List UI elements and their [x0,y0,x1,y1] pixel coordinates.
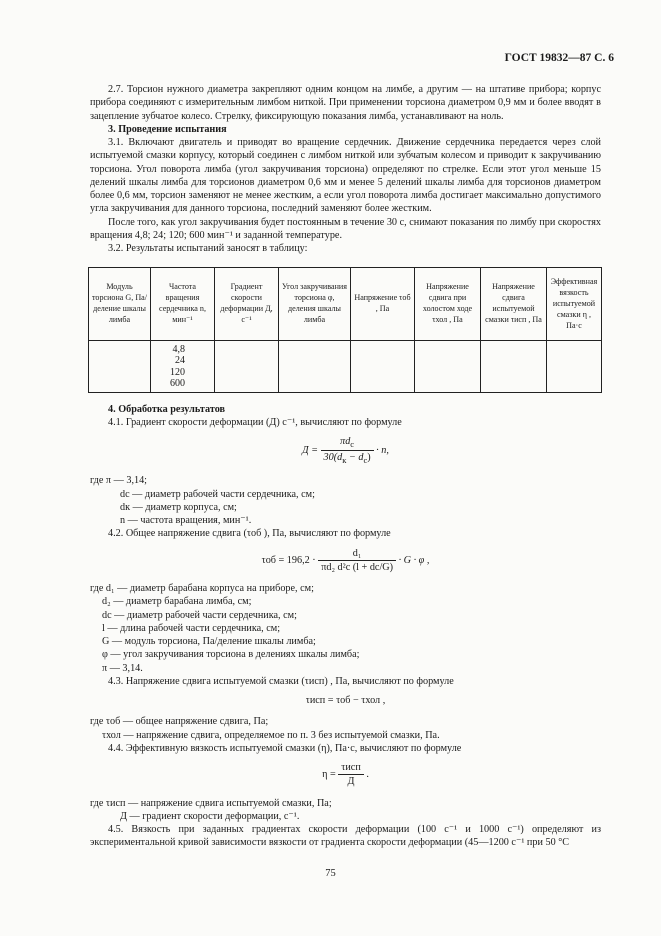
where-line: n — частота вращения, мин⁻¹. [120,515,252,527]
formula-tail: . [366,769,369,781]
fraction-denominator: Д [347,776,355,788]
table-header-cell: Напряжение сдвига при холостом ходе τхол , Па [415,268,481,341]
formula-tail: · G · φ , [398,554,430,566]
table-header-cell: Эффективная вязкость испытуемой смазки η , Па·с [547,268,602,341]
table-header-cell: Градиент скорости деформации Д, с⁻¹ [215,268,279,341]
table-header-cell: Напряжение τоб , Па [351,268,415,341]
where-line: G — модуль торсиона, Па/деление шкалы лимба; [102,636,316,648]
where-line: где π — 3,14; [90,475,148,487]
formula-tail: · n, [376,445,389,457]
where-line: где τисп — напряжение сдвига испытуемой смазки, Па; [90,797,332,809]
where-line: d₂ — диаметр барабана лимба, см; [102,596,252,608]
page-header: ГОСТ 19832—87 С. 6 [504,52,614,64]
fraction-denominator: πd₂ d²с (l + dс/G) [321,561,394,573]
table-header-cell: Модуль торсиона G, Па/деление шкалы лимба [89,268,151,341]
paragraph-3-2: 3.2. Результаты испытаний заносят в таблицу: [108,243,308,254]
page-number: 75 [325,868,336,879]
fraction [318,547,396,575]
table-row [89,341,602,392]
paragraph-2-7: 2.7. Торсион нужного диаметра закрепляют одним концом на лимбе, а другим — на штативе прибора; корпус прибора соединяют с измерительным лимбом ниткой. При применении торсиона диаметром 0,9 мм и более вводят в зацепление зубчатое колесо. Стрелку, фиксирующую показания лимба, устанавливают на ноль. [90,84,601,122]
paragraph-3-1: 3.1. Включают двигатель и приводят во вращение сердечник. Движение сердечника передается через слой испытуемой смазки корпусу, который соединен с лимбом ниткой или зубчатым колесом и приводит к закручиванию торсиона. Угол поворота лимба (угол закручивания торсиона) определяют по стрелке. Если этот угол меньше 15 делений шкалы лимба для торсионов диаметром 0,6 мм и менее 5 делений шкалы лимба для торсионов диаметром более 0,6 мм, торсион заменяют не менее жестким, а если угол поворота лимба достигает максимально допустимого угла закручивания для данного торсиона, последний заменяют более жестким. [90,137,601,215]
table-cell [215,341,279,392]
fraction [321,435,374,466]
fraction-numerator: τисп [338,761,364,775]
where-line: dк — диаметр корпуса, см; [120,501,237,513]
where-line: где d₁ — диаметр барабана корпуса на приборе, см; [90,583,314,595]
table-cell [547,341,602,392]
where-line: τхол — напряжение сдвига, определяемое по п. 3 без испытуемой смазки, Па. [102,729,440,741]
where-line: Д — градиент скорости деформации, с⁻¹. [120,810,300,822]
page-content [90,83,601,850]
paragraph-4-1: 4.1. Градиент скорости деформации (Д) с⁻¹, вычисляют по формуле [108,416,402,428]
den-sub: к [342,455,347,466]
table-cell [89,341,151,392]
where-line: dс — диаметр рабочей части сердечника, см; [102,609,297,621]
formula-test-stress: τисп = τоб − τхол , [305,695,386,707]
table-cell [481,341,547,392]
paragraph-3-1b: После того, как угол закручивания будет постоянным в течение 30 с, снимают показания по лимбу при скоростях вращения 4,8; 24; 120; 600 мин⁻¹ и заданной температуре. [90,216,601,241]
num-text: πd [340,436,351,448]
where-line: где τоб — общее напряжение сдвига, Па; [90,716,269,728]
table-header-cell: Частота вращения сердечника n, мин⁻¹ [151,268,215,341]
den-mid: − d [346,452,364,464]
speed-value: 4,8 [172,344,185,356]
table-header-cell: Угол закручивания торсиона φ, деления шкалы лимба [279,268,351,341]
where-line: dс — диаметр рабочей части сердечника, см; [120,488,315,500]
fraction [338,761,364,789]
speed-value: 24 [175,355,185,367]
paragraph-4-5: 4.5. Вязкость при заданных градиентах скорости деформации (100 с⁻¹ и 1000 с⁻¹) определяют из экспериментальной кривой зависимости вязкости от градиента скорости деформации (45—1200 с⁻¹ при 50 °С [90,824,601,849]
num-sub: с [350,439,355,450]
formula-lhs: η = [322,769,336,781]
den-end: ) [367,452,371,464]
speed-value: 120 [170,366,185,378]
fraction-numerator [321,435,374,451]
den-text: 30(d [323,452,343,464]
speed-value: 600 [170,377,185,389]
section-4-title: 4. Обработка результатов [108,403,226,415]
paragraph-4-4: 4.4. Эффективную вязкость испытуемой смазки (η), Па·с, вычисляют по формуле [108,742,462,754]
paragraph-4-3: 4.3. Напряжение сдвига испытуемой смазки (τисп) , Па, вычисляют по формуле [108,675,454,687]
table-cell [279,341,351,392]
table-header-row [89,268,602,341]
table-header-cell: Напряжение сдвига испытуемой смазки τисп , Па [481,268,547,341]
where-line: π — 3,14. [102,662,143,674]
formula-total-stress [90,547,601,575]
fraction-denominator [321,451,374,466]
formula-lhs: τоб = 196,2 · [261,554,316,566]
formula-viscosity [90,761,601,789]
table-cell [415,341,481,392]
where-line: l — длина рабочей части сердечника, см; [102,622,281,634]
where-line: φ — угол закручивания торсиона в делениях шкалы лимба; [102,649,360,661]
results-table [88,267,602,392]
speed-list [170,344,195,389]
section-3-title: 3. Проведение испытания [108,123,227,135]
fraction-numerator: d₁ [318,547,396,561]
formula-gradient [90,435,601,466]
paragraph-4-2: 4.2. Общее напряжение сдвига (τоб ), Па, вычисляют по формуле [108,528,391,540]
table-cell [351,341,415,392]
formula-lhs: Д = [302,445,318,457]
table-cell-speeds [151,341,215,392]
den-sub: с [363,455,368,466]
